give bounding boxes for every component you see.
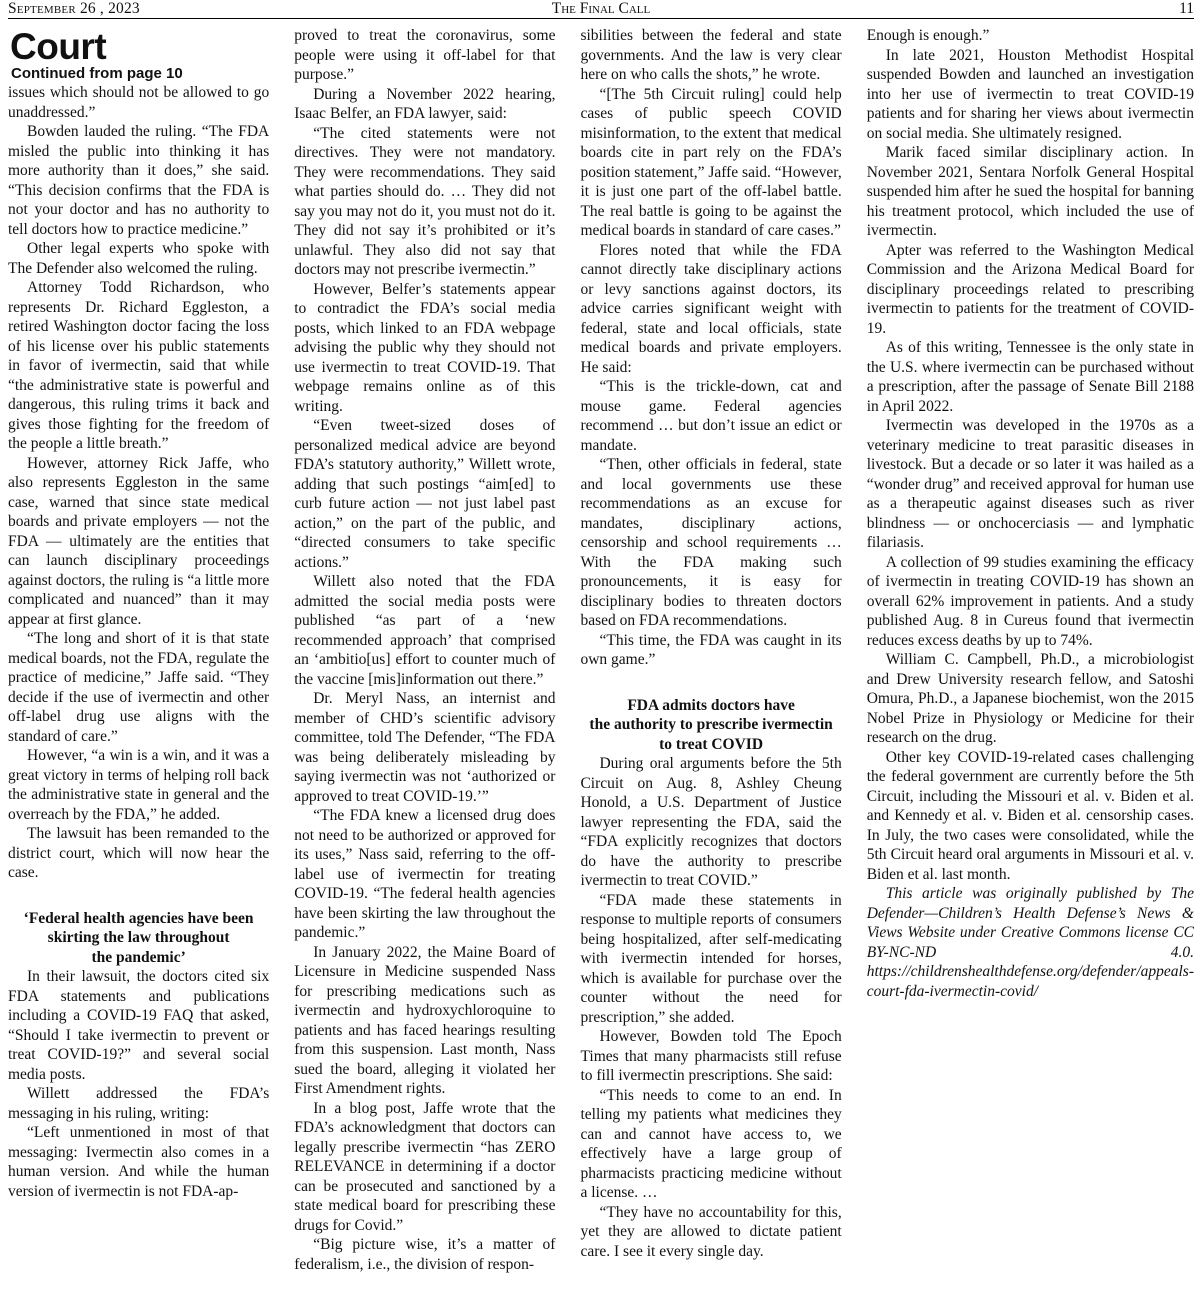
article-paragraph: “They have no accountability for this, yet they are allowed to dictate patient care. I see it every single day. bbox=[580, 1203, 842, 1260]
article-paragraph: Flores noted that while the FDA cannot directly take disciplinary actions or levy sanctions against doctors, its advice carries significant weight with federal, state and local officials, state medical boards and private employers. He said: bbox=[580, 241, 842, 376]
article-paragraph: Other legal experts who spoke with The Defender also welcomed the ruling. bbox=[8, 240, 270, 277]
article-columns bbox=[8, 26, 1194, 1298]
article-paragraph: William C. Campbell, Ph.D., a microbiologist and Drew University research fellow, and Satoshi Omura, Ph.D., a Japanese biochemist, won the 2015 Nobel Prize in Physiology or Medicine for their research on the drug. bbox=[866, 651, 1194, 746]
article-paragraph: In a blog post, Jaffe wrote that the FDA’s acknowledgment that doctors can legally prescribe ivermectin “has ZERO RELEVANCE in determining if a doctor can be prosecuted and sanctioned by a state medical board for prescribing these drugs for Covid.” bbox=[294, 1099, 556, 1234]
article-paragraph: Enough is enough.” bbox=[866, 27, 990, 44]
article-kicker: Court bbox=[10, 26, 107, 67]
article-paragraph: “Then, other officials in federal, state and local governments use these recommendations as an excuse for mandates, disciplinary actions, censorship and school requirements … With the FDA making such pronouncements, it is easy for disciplinary bodies to threaten doctors based on FDA recommendations. bbox=[580, 456, 842, 629]
article-paragraph: However, “a win is a win, and it was a great victory in terms of helping roll back the administrative state in general and the overreach by the FDA,” he added. bbox=[8, 747, 270, 823]
article-paragraph: In late 2021, Houston Methodist Hospital suspended Bowden and launched an investigation into her use of ivermectin to treat COVID-19 patients and for sharing her views about ivermectin on social media. She ultimately resigned. bbox=[866, 46, 1194, 142]
continued-from-note: Continued from page 10 bbox=[11, 65, 183, 82]
article-paragraph: Attorney Todd Richardson, who represents Dr. Richard Eggleston, a retired Washington doctor facing the loss of his license over his public statements in favor of ivermectin, said that while “the administrative state is powerful and dangerous, this ruling trims it back and gives those fighting for the freedom of the people a little breath.” bbox=[8, 279, 270, 452]
subhead-line: ‘Federal health agencies have been bbox=[23, 909, 254, 927]
article-paragraph: However, Bowden told The Epoch Times that many pharmacists still refuse to fill ivermectin prescriptions. She said: bbox=[580, 1028, 842, 1084]
subhead-line: the authority to prescribe ivermectin bbox=[589, 716, 833, 733]
article-paragraph: In their lawsuit, the doctors cited six FDA statements and publications including a COVID-19 FAQ that asked, “Should I take ivermectin to prevent or treat COVID-19?” and several social media posts. bbox=[8, 968, 270, 1083]
article-paragraph: “The FDA knew a licensed drug does not need to be authorized or approved for its uses,” Nass said, referring to the off-label use of ivermectin for treating COVID-19. “The federal health agencies have been skirting the law throughout the pandemic.” bbox=[294, 807, 556, 941]
article-paragraph: “This needs to come to an end. In telling my patients what medicines they can and cannot have access to, we effectively have a large group of pharmacists practicing medicine without a license. … bbox=[580, 1086, 842, 1201]
article-paragraph: “FDA made these statements in response to multiple reports of consumers being hospitalized, after self-medicating with ivermectin intended for horses, which is available for purchase over the counter without the need for prescription,” she added. bbox=[580, 891, 842, 1026]
article-paragraph: “Even tweet-sized doses of personalized medical advice are beyond FDA’s statutory authority,” Willett wrote, adding that such postings “aim[ed] to curb future action — not just label past action,” on the part of the public, and “directed consumers to take specific actions.” bbox=[294, 417, 556, 571]
article-paragraph: Apter was referred to the Washington Medical Commission and the Arizona Medical Board for disciplinary proceedings related to prescribing ivermectin to patients for the treatment of COVID-19. bbox=[866, 241, 1194, 337]
article-paragraph: A collection of 99 studies examining the efficacy of ivermectin in treating COVID-19 has shown an overall 62% improvement in patients. And a study published Aug. 8 in Cureus found that ivermectin reduces excess deaths by up to 74%. bbox=[866, 553, 1194, 649]
article-paragraph: proved to treat the coronavirus, some people were using it off-label for that purpose.” bbox=[294, 27, 556, 83]
article-column-2 bbox=[294, 26, 555, 1298]
article-paragraph: However, attorney Rick Jaffe, who also represents Eggleston in the same case, warned that since state medical boards and private employers — not the FDA — ultimately are the entities that can launch disciplinary proceedings against doctors, the ruling is “a little more complicated and nuanced” than it may appear at first glance. bbox=[8, 454, 270, 628]
subhead-line: skirting the law throughout bbox=[47, 929, 230, 946]
article-paragraph: “Left unmentioned in most of that messaging: Ivermectin also comes in a human version. And while the human version of ivermectin is not FDA-ap- bbox=[8, 1124, 270, 1200]
header-publication-name: The Final Call bbox=[551, 0, 651, 17]
subhead-line: FDA admits doctors have bbox=[627, 696, 795, 714]
article-paragraph: Willett addressed the FDA’s messaging in his ruling, writing: bbox=[8, 1085, 270, 1122]
article-paragraph: “[The 5th Circuit ruling] could help cases of public speech COVID misinformation, to the extent that medical boards cite in part rely on the FDA’s position statement,” Jaffe said. “However, it is just one part of the off-label battle. The real battle is going to be against the medical boards in standard of care cases.” bbox=[580, 85, 842, 239]
article-paragraph: Dr. Meryl Nass, an internist and member of CHD’s scientific advisory committee, told The Defender, “The FDA was being deliberately misleading by saying ivermectin was not ‘authorized or approved to treat COVID-19.’” bbox=[294, 690, 556, 805]
article-paragraph: Other key COVID-19-related cases challenging the federal government are currently before the 5th Circuit, including the Missouri et al. v. Biden et al. and Kennedy et al. v. Biden et al. censorship cases. In July, the two cases were consolidated, while the 5th Circuit heard oral arguments in Missouri et al. v. Biden et al. last month. bbox=[866, 748, 1194, 883]
section-subhead bbox=[8, 909, 269, 968]
header-date: September 26 , 2023 bbox=[8, 0, 140, 17]
article-paragraph: sibilities between the federal and state governments. And the law is very clear here on who calls the shots,” he wrote. bbox=[580, 27, 842, 83]
article-paragraph: As of this writing, Tennessee is the only state in the U.S. where ivermectin can be purchased without a prescription, after the passage of Senate Bill 2188 in April 2022. bbox=[866, 339, 1194, 415]
header-page-number: 11 bbox=[1179, 0, 1194, 17]
article-paragraph: During oral arguments before the 5th Circuit on Aug. 8, Ashley Cheung Honold, a U.S. Department of Justice lawyer representing the FDA, said the “FDA explicitly recognizes that doctors do have the authority to prescribe ivermectin to treat COVID.” bbox=[580, 755, 842, 889]
article-column-3 bbox=[580, 26, 841, 1298]
article-paragraph: “This time, the FDA was caught in its own game.” bbox=[580, 631, 842, 668]
article-paragraph: The lawsuit has been remanded to the district court, which will now hear the case. bbox=[8, 825, 270, 881]
article-paragraph: However, Belfer’s statements appear to contradict the FDA’s social media posts, which linked to an FDA webpage advising the public why they should not use ivermectin to treat COVID-19. That webpage remains online as of this writing. bbox=[294, 280, 556, 415]
article-column-4 bbox=[867, 26, 1194, 1298]
subhead-line: to treat COVID bbox=[659, 735, 764, 753]
article-column-1 bbox=[8, 26, 269, 1298]
article-paragraph: Ivermectin was developed in the 1970s as a veterinary medicine to treat parasitic diseases in livestock. But a decade or so later it was hailed as a “wonder drug” and received approval for human use as a therapeutic against diseases such as river blindness — or onchocerciasis — and lymphatic filariasis. bbox=[866, 417, 1194, 551]
article-paragraph: issues which should not be allowed to go unaddressed.” bbox=[8, 84, 270, 121]
article-paragraph: Marik faced similar disciplinary action. In November 2021, Sentara Norfolk General Hospital suspended him after he sued the hospital for banning his treatment protocol, which included the use of ivermectin. bbox=[866, 144, 1194, 239]
article-paragraph: “This is the trickle-down, cat and mouse game. Federal agencies recommend … but don’t issue an edict or mandate. bbox=[580, 378, 842, 454]
article-paragraph: In January 2022, the Maine Board of Licensure in Medicine suspended Nass for prescribing medications such as ivermectin and hydroxychloroquine to patients and has faced hearings resulting from this suspension. Last month, Nass sued the board, alleging it violated her First Amendment rights. bbox=[294, 943, 556, 1097]
article-paragraph: “Big picture wise, it’s a matter of federalism, i.e., the division of respon- bbox=[294, 1236, 556, 1273]
article-paragraph: Bowden lauded the ruling. “The FDA misled the public into thinking it has more authority than it does,” she said. “This decision confirms that the FDA is not your doctor and has no authority to tell doctors how to practice medicine.” bbox=[8, 123, 270, 238]
article-paragraph: “The long and short of it is that state medical boards, not the FDA, regulate the practice of medicine,” Jaffe said. “They decide if the use of ivermectin and other off-label drug use aligns with the standard of care.” bbox=[8, 630, 270, 745]
article-paragraph: “The cited statements were not directives. They were not mandatory. They were recommendations. They said what parties should do. … They did not say you may not do it, you must not do it. They did not say it’s prohibited or it’s unlawful. They also did not say that doctors may not prescribe ivermectin.” bbox=[294, 124, 556, 278]
article-paragraph: Willett also noted that the FDA admitted the social media posts were published “as part of a ‘new recommended approach’ that comprised an ‘ambitio[us] effort to counter much of the vaccine [mis]information out there.” bbox=[294, 573, 556, 688]
section-subhead bbox=[580, 696, 841, 755]
article-paragraph: During a November 2022 hearing, Isaac Belfer, an FDA lawyer, said: bbox=[294, 85, 556, 122]
page-header bbox=[8, 0, 1194, 19]
subhead-line: the pandemic’ bbox=[91, 948, 186, 966]
article-paragraph: This article was originally published by The Defender—Children’s Health Defense’s News & Views Website under Creative Commons license CC BY-NC-ND 4.0. https://childrenshealthdefense.org/defender/appeals-court-fda-ivermectin-covid/ bbox=[866, 885, 1195, 1000]
